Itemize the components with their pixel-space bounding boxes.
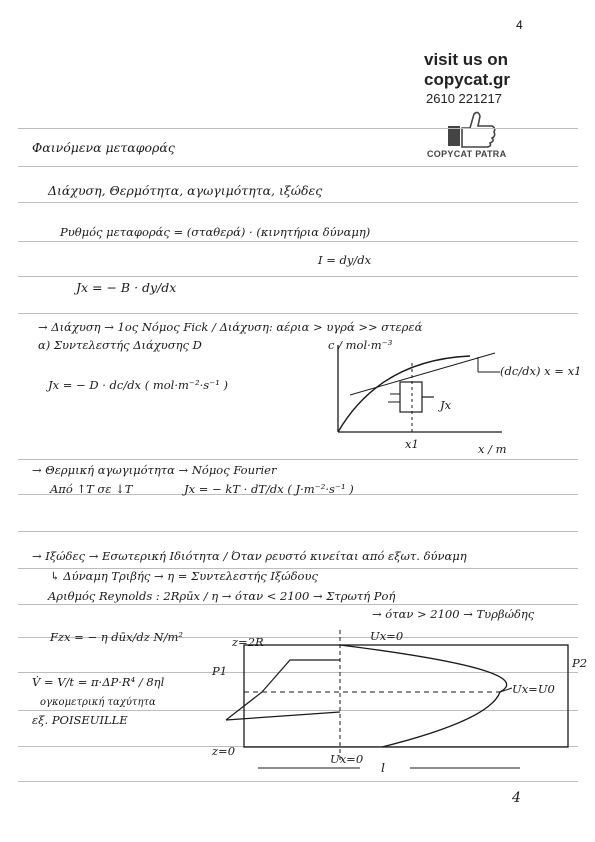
poiseuille-equation: V̇ = V/t = π·ΔP·R⁴ / 8ηl bbox=[32, 675, 165, 689]
advert-line2: copycat.gr bbox=[424, 70, 510, 89]
poiseuille-label: εξ. POISEUILLE bbox=[32, 713, 128, 727]
reynolds-line2: → όταν > 2100 → Τυρβώδης bbox=[372, 607, 535, 621]
advert-line1: visit us on bbox=[424, 50, 509, 69]
diffusion-coefficient: α) Συντελεστής Διάχυσης D bbox=[38, 338, 202, 352]
reynolds-line: Αριθμός Reynolds : 2Rρūx / η → όταν < 2100 → Στρωτή Ροή bbox=[48, 589, 396, 603]
z-top-label: z=2R bbox=[232, 635, 264, 649]
graph1-xlabel: x / m bbox=[478, 442, 507, 456]
graph1-tangent-label: (dc/dx) x = x1 bbox=[500, 364, 582, 378]
copycat-logo-text: COPYCAT PATRA bbox=[427, 149, 507, 159]
fick-equation: Jx = − D · dc/dx ( mol·m⁻²·s⁻¹ ) bbox=[48, 378, 228, 392]
graph1-x1-label: x1 bbox=[405, 437, 419, 451]
rate-line: Ρυθμός μεταφοράς = (σταθερά) · (κινητήρια δύναμη) bbox=[60, 225, 371, 239]
thermal-sub: Από ↑T σε ↓T bbox=[50, 482, 133, 496]
pipe-length-label: l bbox=[381, 760, 385, 775]
viscosity-line: → Ιξώδες → Εσωτερική Ιδιότητα / Όταν ρευστό κινείται από εξωτ. δύναμη bbox=[32, 549, 467, 563]
advert-phone: 2610 221217 bbox=[426, 91, 502, 106]
thermal-line: → Θερμική αγωγιμότητα → Νόμος Fourier bbox=[32, 463, 277, 477]
graph1-ylabel: c / mol·m⁻³ bbox=[328, 338, 393, 352]
fourier-equation: Jx = − kT · dT/dx ( J·m⁻²·s⁻¹ ) bbox=[184, 482, 354, 496]
ux-center-label: Ux=U0 bbox=[512, 682, 555, 696]
notes-title: Φαινόμενα μεταφοράς bbox=[32, 140, 175, 155]
diffusion-line: → Διάχυση → 1ος Νόμος Fick / Διάχυση: αέρια > υγρά >> στερεά bbox=[38, 320, 423, 334]
pressure-p1: P1 bbox=[212, 664, 228, 678]
ux-top-label: Ux=0 bbox=[370, 629, 404, 643]
pressure-p2: P2 bbox=[572, 656, 588, 670]
graph1-flux-label: Jx bbox=[440, 398, 452, 412]
driving-force: I = dy/dx bbox=[318, 253, 372, 267]
z-bottom-label: z=0 bbox=[212, 744, 236, 758]
shear-stress-equation: Fzx = − η dūx/dz N/m² bbox=[50, 630, 183, 644]
general-equation: Jx = − B · dy/dx bbox=[76, 280, 177, 295]
page-number-top: 4 bbox=[516, 18, 523, 32]
friction-line: ↳ Δύναμη Τριβής → η = Συντελεστής Ιξώδους bbox=[50, 569, 318, 583]
ux-bottom-label: Ux=0 bbox=[330, 752, 364, 766]
volumetric-rate-label: ογκομετρική ταχύτητα bbox=[40, 697, 156, 708]
notes-topics: Διάχυση, Θερμότητα, αγωγιμότητα, ιξώδες bbox=[48, 183, 323, 198]
page-number-bottom: 4 bbox=[512, 790, 521, 806]
